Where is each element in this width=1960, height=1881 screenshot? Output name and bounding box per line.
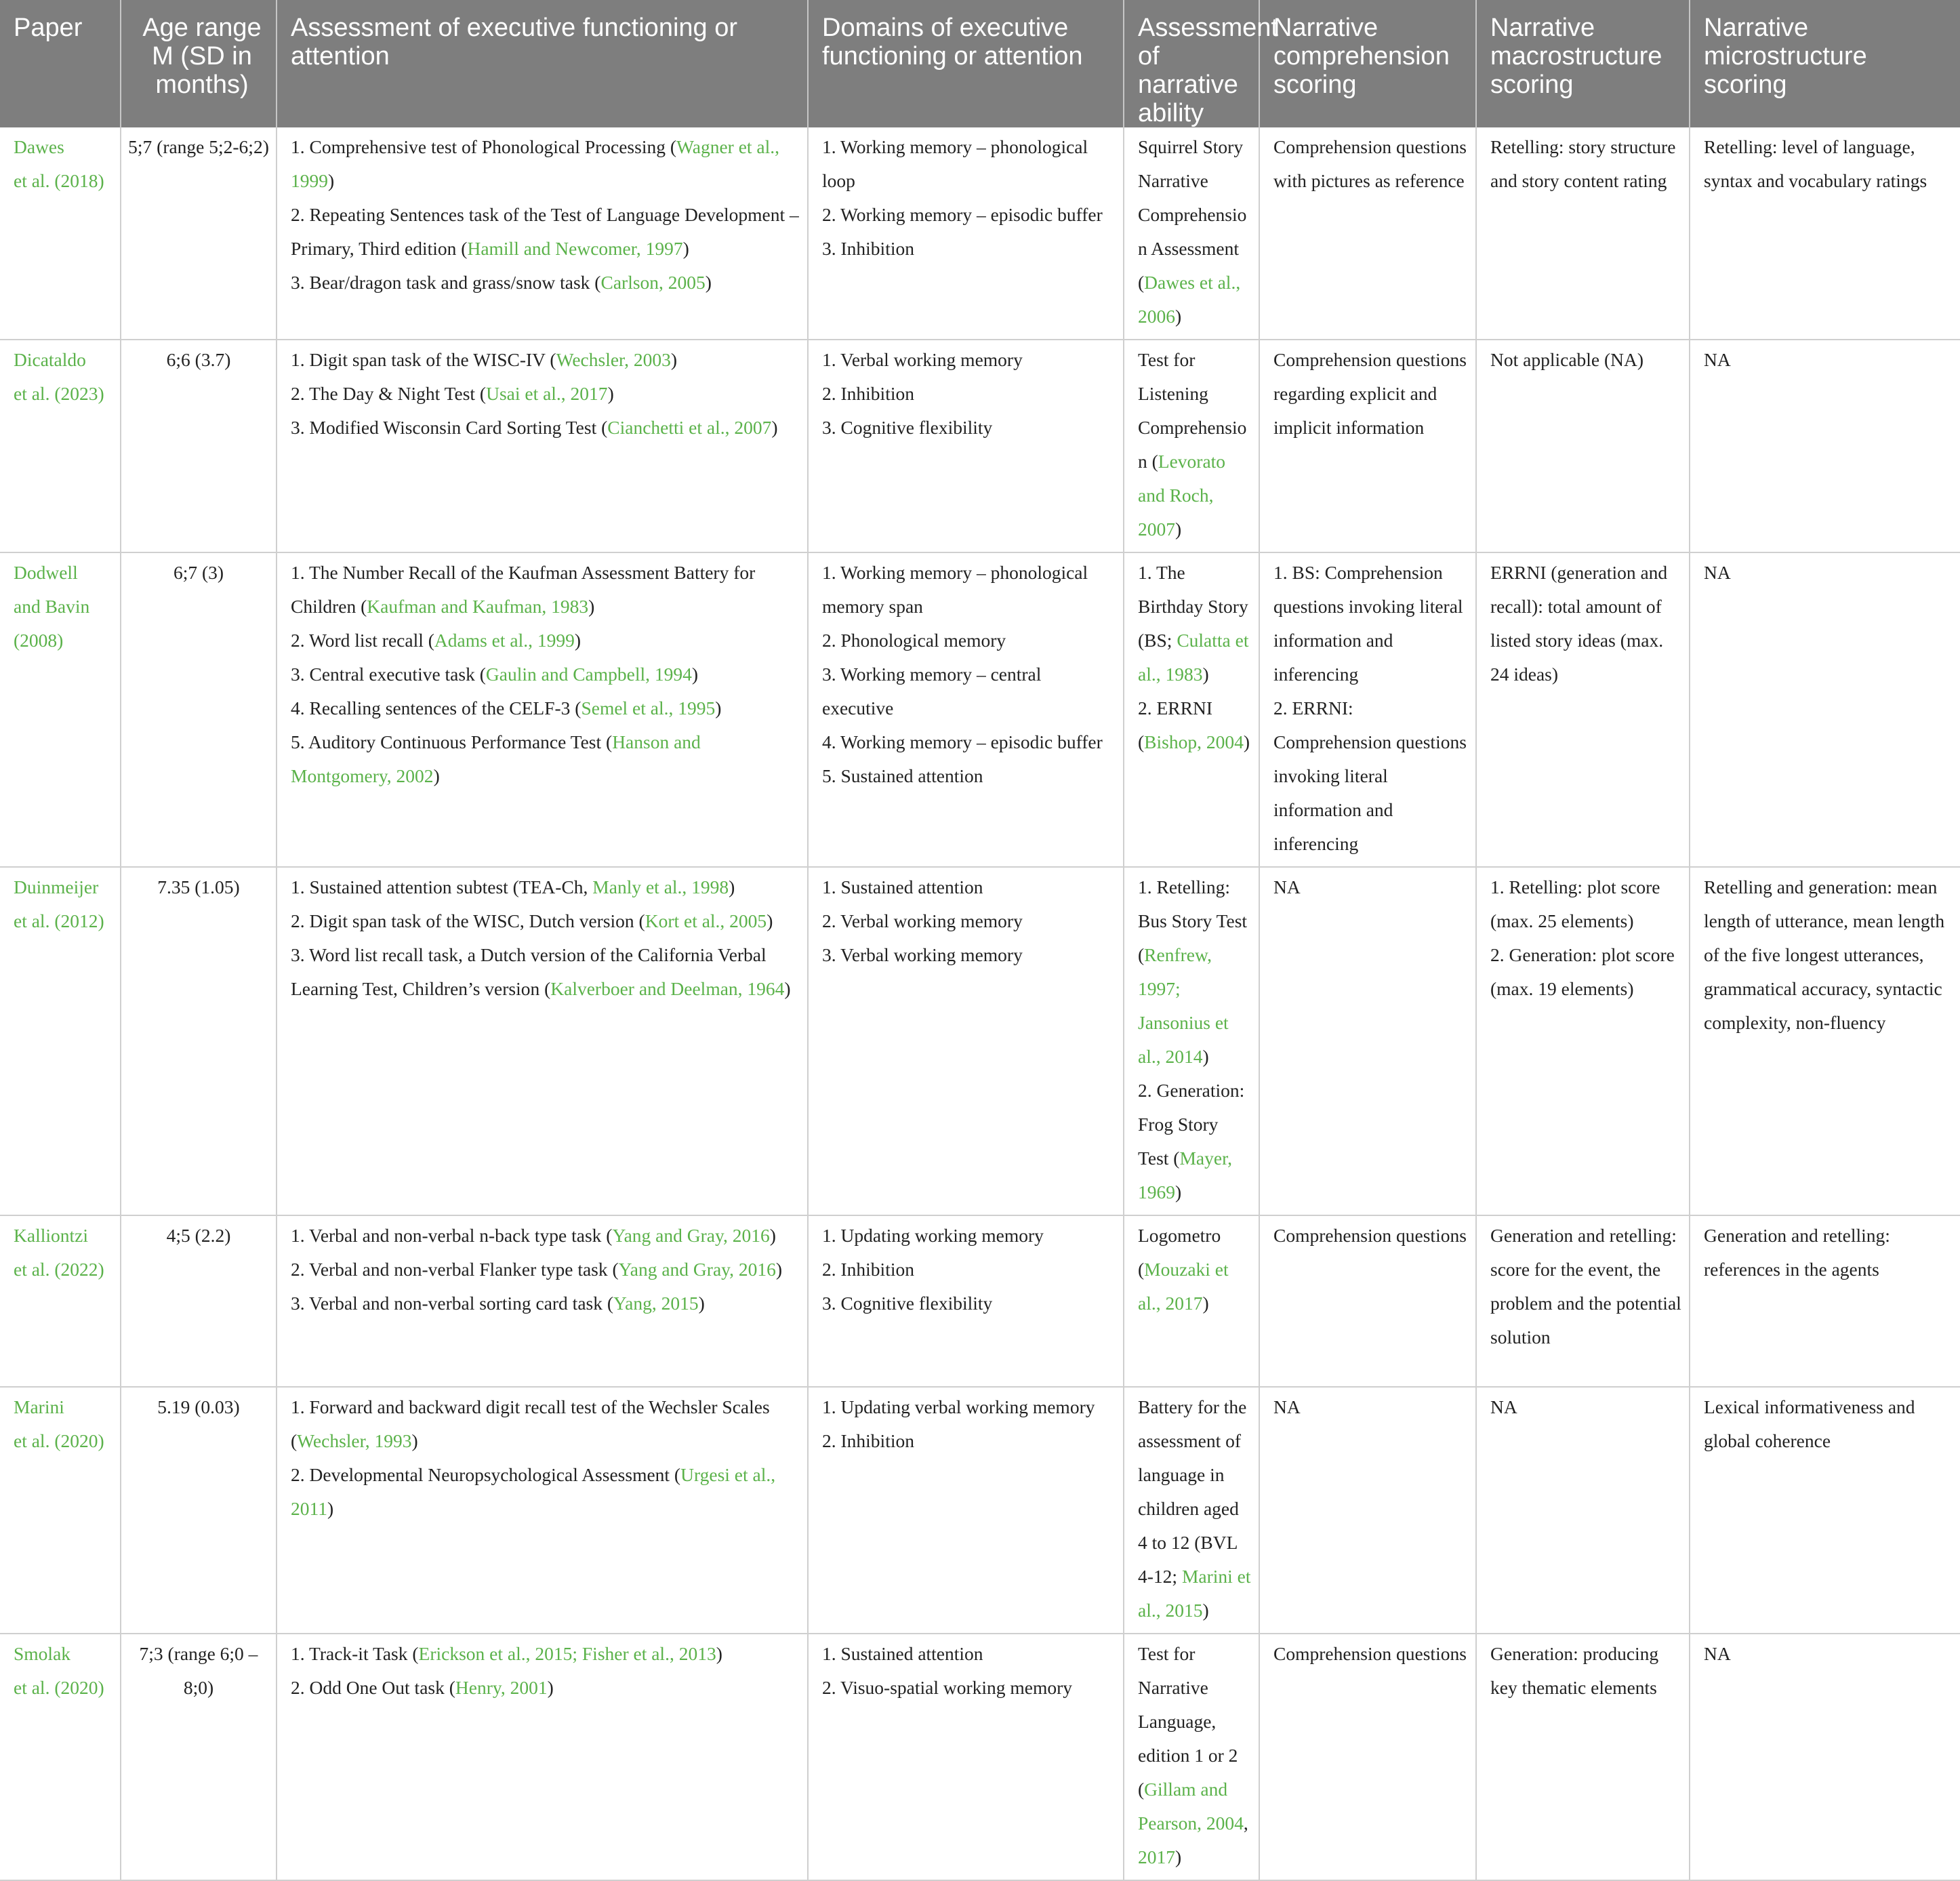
domain-item: 2. Visuo-spatial working memory [822, 1677, 1073, 1698]
reference-link[interactable]: 2017 [1138, 1846, 1175, 1867]
cell-macrostructure: Not applicable (NA) [1476, 340, 1690, 552]
domain-item: 3. Cognitive flexibility [822, 1293, 993, 1314]
assessment-item: 2. Verbal and non-verbal Flanker type task (Yang and Gray, 2016) [291, 1259, 783, 1280]
reference-link[interactable]: Usai et al., 2017 [486, 383, 608, 404]
assessment-item: 3. Bear/dragon task and grass/snow task (Carlson, 2005) [291, 272, 712, 293]
cell-domains [808, 1387, 1124, 1634]
reference-link[interactable]: Marini et al., 2015 [1138, 1566, 1251, 1621]
assessment-item: 2. Developmental Neuropsychological Assessment (Urgesi et al., 2011) [291, 1464, 776, 1519]
cell-narrative [1124, 867, 1259, 1215]
table-row [0, 1215, 1960, 1387]
domain-item: 1. Updating verbal working memory [822, 1396, 1095, 1417]
narrative-item: 2. Generation: Frog Story Test (Mayer, 1969) [1138, 1080, 1245, 1202]
assessment-item: 2. The Day & Night Test (Usai et al., 2017) [291, 383, 614, 404]
narrative-item: 1. The Birthday Story (BS; Culatta et al., 1983) [1138, 562, 1249, 685]
assessment-item: 1. Comprehensive test of Phonological Processing (Wagner et al., 1999) [291, 136, 780, 191]
cell-macrostructure: ERRNI (generation and recall): total amount of listed story ideas (max. 24 ideas) [1476, 552, 1690, 867]
reference-link[interactable]: Culatta et al., 1983 [1138, 630, 1249, 685]
assessment-item: 4. Recalling sentences of the CELF-3 (Semel et al., 1995) [291, 697, 722, 719]
header-comprehension-scoring: Narrative comprehension scoring [1259, 0, 1476, 127]
domain-item: 1. Verbal working memory [822, 349, 1023, 370]
reference-link[interactable]: Mouzaki et al., 2017 [1138, 1259, 1229, 1314]
cell-microstructure: NA [1690, 340, 1960, 552]
cell-microstructure: NA [1690, 1634, 1960, 1880]
header-microstructure-scoring: Narrative microstructure scoring [1690, 0, 1960, 127]
domain-item: 1. Working memory – phonological loop [822, 136, 1088, 191]
assessment-item: 3. Word list recall task, a Dutch version of the California Verbal Learning Test, Children’s version (Kalverboer and Deelman, 1964) [291, 944, 791, 999]
assessment-item: 2. Word list recall (Adams et al., 1999) [291, 630, 581, 651]
table-row [0, 127, 1960, 340]
reference-link[interactable]: Gillam and Pearson, 2004 [1138, 1779, 1244, 1834]
cell-domains [808, 867, 1124, 1215]
paper-citation[interactable]: Marini [14, 1396, 64, 1417]
cell-microstructure: Generation and retelling: references in the agents [1690, 1215, 1960, 1387]
header-paper: Paper [0, 0, 121, 127]
cell-macrostructure: Generation: producing key thematic elements [1476, 1634, 1690, 1880]
reference-link[interactable]: Cianchetti et al., 2007 [607, 417, 772, 438]
domain-item: 3. Verbal working memory [822, 944, 1023, 965]
reference-link[interactable]: Hanson and Montgomery, 2002 [291, 731, 701, 786]
reference-link[interactable]: Wechsler, 1993 [297, 1430, 412, 1451]
paper-citation[interactable]: Smolak [14, 1643, 71, 1664]
cell-narrative: Logometro (Mouzaki et al., 2017) [1124, 1215, 1259, 1387]
cell-domains [808, 127, 1124, 340]
assessment-item: 1. Forward and backward digit recall test of the Wechsler Scales (Wechsler, 1993) [291, 1396, 770, 1451]
cell-narrative: Battery for the assessment of language in children aged 4 to 12 (BVL 4-12; Marini et al., 2015) [1124, 1387, 1259, 1634]
domain-item: 1. Sustained attention [822, 876, 983, 897]
paper-citation-cont[interactable]: et al. (2022) [14, 1259, 104, 1280]
cell-assessment [277, 867, 808, 1215]
cell-narrative: Squirrel Story Narrative Comprehension Assessment (Dawes et al., 2006) [1124, 127, 1259, 340]
assessment-item: 1. Sustained attention subtest (TEA-Ch, Manly et al., 1998) [291, 876, 735, 897]
cell-narrative [1124, 552, 1259, 867]
cell-microstructure: NA [1690, 552, 1960, 867]
cell-microstructure: Lexical informativeness and global coherence [1690, 1387, 1960, 1634]
cell-paper [0, 1634, 121, 1880]
cell-narrative: Test for Narrative Language, edition 1 or 2 (Gillam and Pearson, 2004, 2017) [1124, 1634, 1259, 1880]
paper-citation-cont[interactable]: et al. (2020) [14, 1430, 104, 1451]
paper-citation-cont[interactable]: et al. (2020) [14, 1677, 104, 1698]
cell-paper [0, 127, 121, 340]
assessment-item: 5. Auditory Continuous Performance Test (Hanson and Montgomery, 2002) [291, 731, 701, 786]
narrative-item: 1. Retelling: Bus Story Test (Renfrew, 1997; Jansonius et al., 2014) [1138, 876, 1248, 1067]
domain-item: 5. Sustained attention [822, 765, 983, 786]
paper-citation[interactable]: Dicataldo [14, 349, 86, 370]
reference-link[interactable]: Carlson, 2005 [600, 272, 706, 293]
reference-link[interactable]: Dawes et al., 2006 [1138, 272, 1241, 327]
assessment-item: 3. Verbal and non-verbal sorting card task (Yang, 2015) [291, 1293, 705, 1314]
cell-domains [808, 552, 1124, 867]
cell-age: 5.19 (0.03) [121, 1387, 277, 1634]
table-row [0, 867, 1960, 1215]
paper-citation[interactable]: Dawes [14, 136, 64, 157]
cell-macrostructure: Generation and retelling: score for the event, the problem and the potential solution [1476, 1215, 1690, 1387]
domain-item: 2. Verbal working memory [822, 910, 1023, 931]
reference-link[interactable]: Hamill and Newcomer, 1997 [467, 238, 683, 259]
paper-citation-cont[interactable]: et al. (2023) [14, 383, 104, 404]
assessment-item: 1. Digit span task of the WISC-IV (Wechsler, 2003) [291, 349, 678, 370]
cell-comprehension [1259, 552, 1476, 867]
cell-assessment [277, 552, 808, 867]
cell-comprehension: Comprehension questions [1259, 1215, 1476, 1387]
assessment-item: 2. Digit span task of the WISC, Dutch version (Kort et al., 2005) [291, 910, 773, 931]
domain-item: 1. Working memory – phonological memory span [822, 562, 1088, 617]
cell-narrative: Test for Listening Comprehension (Levorato and Roch, 2007) [1124, 340, 1259, 552]
reference-link[interactable]: Wagner et al., 1999 [291, 136, 780, 191]
reference-link[interactable]: Yang and Gray, 2016 [612, 1225, 770, 1246]
macro-item: 1. Retelling: plot score (max. 25 elements) [1490, 876, 1660, 931]
cell-age: 7;3 (range 6;0 – 8;0) [121, 1634, 277, 1880]
assessment-item: 2. Odd One Out task (Henry, 2001) [291, 1677, 554, 1698]
assessment-item: 1. The Number Recall of the Kaufman Assessment Battery for Children (Kaufman and Kaufman, 1983) [291, 562, 756, 617]
paper-citation-cont[interactable]: et al. (2018) [14, 170, 104, 191]
reference-link[interactable]: Wechsler, 2003 [556, 349, 671, 370]
reference-link[interactable]: Adams et al., 1999 [434, 630, 575, 651]
reference-link[interactable]: Henry, 2001 [455, 1677, 548, 1698]
cell-comprehension: Comprehension questions regarding explicit and implicit information [1259, 340, 1476, 552]
domain-item: 3. Inhibition [822, 238, 914, 259]
cell-domains [808, 340, 1124, 552]
reference-link[interactable]: Kort et al., 2005 [645, 910, 767, 931]
domain-item: 2. Phonological memory [822, 630, 1006, 651]
paper-citation[interactable]: Kalliontzi [14, 1225, 88, 1246]
paper-citation[interactable]: Dodwell [14, 562, 78, 583]
table-row [0, 1387, 1960, 1634]
cell-macrostructure: Retelling: story structure and story content rating [1476, 127, 1690, 340]
paper-citation[interactable]: Duinmeijer [14, 876, 99, 897]
domain-item: 3. Cognitive flexibility [822, 417, 993, 438]
domain-item: 1. Updating working memory [822, 1225, 1044, 1246]
reference-link[interactable]: Urgesi et al., 2011 [291, 1464, 776, 1519]
table-row [0, 340, 1960, 552]
domain-item: 1. Sustained attention [822, 1643, 983, 1664]
reference-link[interactable]: Bishop, 2004 [1144, 731, 1244, 752]
domain-item: 2. Inhibition [822, 383, 914, 404]
header-ef-assessment: Assessment of executive functioning or attention [277, 0, 808, 127]
reference-link[interactable]: Erickson et al., 2015; Fisher et al., 2013 [418, 1643, 716, 1664]
assessment-item: 1. Verbal and non-verbal n-back type task (Yang and Gray, 2016) [291, 1225, 776, 1246]
cell-macrostructure [1476, 867, 1690, 1215]
header-age-range: Age range M (SD in months) [121, 0, 277, 127]
reference-link[interactable]: Gaulin and Campbell, 1994 [485, 664, 692, 685]
cell-age: 5;7 (range 5;2-6;2) [121, 127, 277, 340]
table-row [0, 552, 1960, 867]
reference-link[interactable]: Mayer, 1969 [1138, 1148, 1233, 1202]
header-macrostructure-scoring: Narrative macrostructure scoring [1476, 0, 1690, 127]
assessment-item: 3. Central executive task (Gaulin and Campbell, 1994) [291, 664, 699, 685]
cell-paper [0, 1387, 121, 1634]
cell-assessment [277, 1215, 808, 1387]
domain-item: 2. Inhibition [822, 1430, 914, 1451]
cell-microstructure: Retelling and generation: mean length of utterance, mean length of the five longest utterances, grammatical accuracy, syntactic complexity, non-fluency [1690, 867, 1960, 1215]
domain-item: 2. Inhibition [822, 1259, 914, 1280]
cell-comprehension: NA [1259, 1387, 1476, 1634]
reference-link[interactable]: Semel et al., 1995 [581, 697, 716, 719]
cell-paper [0, 340, 121, 552]
assessment-item: 1. Track-it Task (Erickson et al., 2015; Fisher et al., 2013) [291, 1643, 722, 1664]
cell-microstructure: Retelling: level of language, syntax and vocabulary ratings [1690, 127, 1960, 340]
assessment-item: 3. Modified Wisconsin Card Sorting Test (Cianchetti et al., 2007) [291, 417, 778, 438]
cell-paper [0, 552, 121, 867]
paper-citation-cont[interactable]: et al. (2012) [14, 910, 104, 931]
cell-age: 6;6 (3.7) [121, 340, 277, 552]
cell-domains [808, 1215, 1124, 1387]
cell-assessment [277, 127, 808, 340]
reference-link[interactable]: Renfrew, 1997; Jansonius et al., 2014 [1138, 944, 1229, 1067]
reference-link[interactable]: Manly et al., 1998 [592, 876, 729, 897]
macro-item: 2. Generation: plot score (max. 19 elements) [1490, 944, 1675, 999]
header-ef-domains: Domains of executive functioning or attention [808, 0, 1124, 127]
reference-link[interactable]: Kalverboer and Deelman, 1964 [550, 978, 785, 999]
cell-assessment [277, 1387, 808, 1634]
header-row [0, 0, 1960, 127]
comprehension-item: 1. BS: Comprehension questions invoking literal information and inferencing [1273, 562, 1463, 685]
cell-assessment [277, 340, 808, 552]
reference-link[interactable]: Kaufman and Kaufman, 1983 [367, 596, 589, 617]
cell-comprehension: Comprehension questions [1259, 1634, 1476, 1880]
paper-citation-cont[interactable]: and Bavin (2008) [14, 596, 90, 651]
domain-item: 3. Working memory – central executive [822, 664, 1042, 719]
cell-age: 4;5 (2.2) [121, 1215, 277, 1387]
narrative-item: 2. ERRNI (Bishop, 2004) [1138, 697, 1250, 752]
domain-item: 2. Working memory – episodic buffer [822, 204, 1103, 225]
reference-link[interactable]: Yang and Gray, 2016 [618, 1259, 776, 1280]
comprehension-item: 2. ERRNI: Comprehension questions invoking literal information and inferencing [1273, 697, 1467, 854]
cell-paper [0, 1215, 121, 1387]
cell-comprehension: NA [1259, 867, 1476, 1215]
reference-link[interactable]: Levorato and Roch, 2007 [1138, 451, 1226, 540]
domain-item: 4. Working memory – episodic buffer [822, 731, 1103, 752]
cell-age: 6;7 (3) [121, 552, 277, 867]
header-narrative-assessment: Assessment of narrative ability [1124, 0, 1259, 127]
cell-assessment [277, 1634, 808, 1880]
cell-domains [808, 1634, 1124, 1880]
assessment-item: 2. Repeating Sentences task of the Test of Language Development – Primary, Third edition (Hamill and Newcomer, 1997) [291, 204, 799, 259]
cell-macrostructure: NA [1476, 1387, 1690, 1634]
cell-paper [0, 867, 121, 1215]
reference-link[interactable]: Yang, 2015 [613, 1293, 699, 1314]
cell-age: 7.35 (1.05) [121, 867, 277, 1215]
cell-comprehension: Comprehension questions with pictures as reference [1259, 127, 1476, 340]
table-row [0, 1634, 1960, 1880]
